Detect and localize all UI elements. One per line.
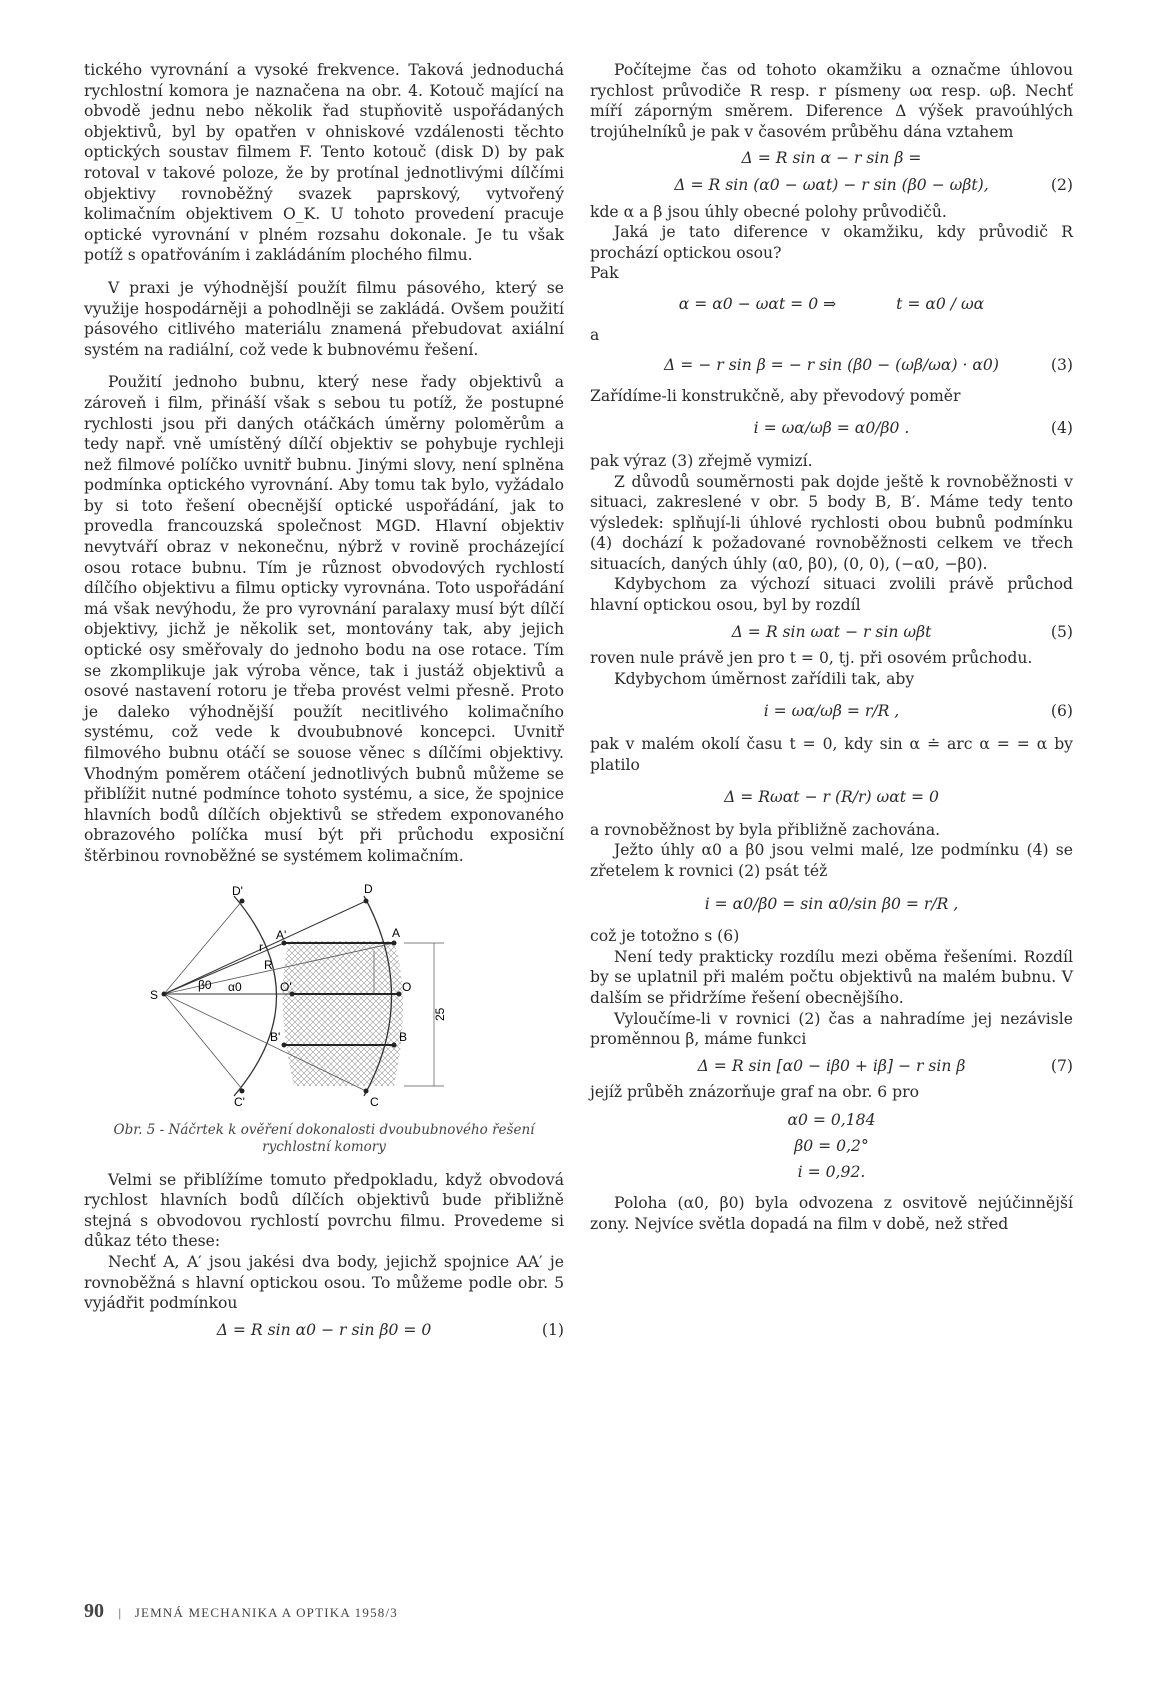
point-a — [392, 940, 397, 945]
point-bprime — [282, 1042, 287, 1047]
equation-text: t = α0 / ωα — [896, 294, 985, 313]
paragraph: pak výraz (3) zřejmě vymizí. — [590, 451, 813, 470]
point-dprime — [240, 898, 245, 903]
paragraph: Kdybychom úměrnost zařídili tak, aby — [614, 669, 915, 688]
equation-text: Δ = R sin α0 − r sin β0 = 0 — [216, 1320, 432, 1339]
equation-number: (7) — [1050, 1056, 1073, 1075]
equation-text: i = ωα/ωβ = r/R , — [763, 702, 900, 721]
paragraph: Počítejme čas od tohoto okamžiku a označme úhlovou rychlost průvodiče R resp. r písmeny ωα resp. ωβ. Nechť míří záporným směrem. Diference Δ výšek pravoúhlých trojúhelníků je pak v časovém průběhu dána vztahem — [590, 61, 1073, 141]
figure-5-diagram — [94, 881, 574, 1116]
paragraph: Velmi se přiblížíme tomuto předpokladu, když obvodová rychlost hlavních bodů dílčích objektivů bude přibližně stejná s obvodovou rychlostí povrchu filmu. Provedeme si důkaz této these: — [84, 1170, 564, 1251]
paragraph: pak v malém okolí času t = 0, kdy sin α ≐ arc α = = α by platilo — [590, 735, 1073, 774]
paragraph: Pak — [590, 264, 619, 283]
label-r-upper: R — [264, 957, 273, 972]
label-dprime: D' — [232, 883, 243, 898]
footer-separator: | — [118, 1605, 123, 1620]
paragraph: Použití jednoho bubnu, který nese řady objektivů a zároveň i film, přináší však s sebou tu potíž, že postupné rychlosti jsou při daných otáčkách úměrny poloměrům a tedy např. vně umístěný dílčí objektiv se pohybuje rychleji než filmové políčko uvnitř bubnu. Jinými slovy, není splněna podmínka optického vyrovnání. Aby tomu tak bylo, vyžádalo by si toto řešení obecnější optické uspořádání, jak to provedla francouzská společnost MGD. Hlavní objektiv nevytváří obraz v nekonečnu, nýbrž v rovině procházející osou rotace bubnu. Tím je různost obvodových rychlostí dílčího objektivu a filmu opticky vyrovnána. Toto uspořádání má však nevýhodu, že pro vyrovnání paralaxy musí být dílčí objektivy, jichž je několik set, montovány tak, aby jejich optické osy směřovaly do jednoho bodu na ose rotace. Tím se zkomplikuje jak výroba věnce, tak i justáž objektivů a osové nastavení rotoru je třeba provést velmi přesně. Proto je daleko výhodnější použít necitlivého kolimačního systému, což vede k dvoububnové koncepci. Uvnitř filmového bubnu otáčí se souose věnec s dílčími objektivy. Vhodným poměrem otáčení jednotlivých bubnů můžeme se přiblížit nutné podmínce tohoto systému, a sice, že spojnice hlavních bodů dílčích objektivů se středem exponovaného obrazového políčka musí být při průchodu exposiční štěrbinou rovnoběžné se systémem kolimačním. — [84, 373, 564, 865]
journal-name: JEMNÁ MECHANIKA A OPTIKA 1958/3 — [134, 1605, 398, 1620]
left-column — [84, 60, 564, 1346]
equation-4 — [590, 418, 1073, 439]
paragraph: roven nule právě jen pro t = 0, tj. při osovém průchodu. — [590, 649, 1033, 668]
equation-1 — [84, 1320, 564, 1341]
paragraph: Zařídíme-li konstrukčně, aby převodový poměr — [590, 386, 961, 405]
label-c: C — [370, 1094, 379, 1109]
line-s-cprime — [164, 994, 242, 1089]
equation-text: Δ = R sin ωαt − r sin ωβt — [731, 622, 932, 641]
label-o: O — [402, 979, 412, 994]
film-region — [283, 941, 403, 1086]
paragraph: Nechť A, A′ jsou jakési dva body, jejichž spojnice AA′ je rovnoběžná s hlavní optickou osou. To můžeme podle obr. 5 vyjádřit podmínkou — [84, 1252, 564, 1313]
paragraph: Vyloučíme-li v rovnici (2) čas a nahradíme jej nezávisle proměnnou β, máme funkci — [590, 1009, 1073, 1049]
equation-text: Δ = Rωαt − r (R/r) ωαt = 0 — [724, 788, 939, 807]
label-oprime: O' — [280, 979, 292, 994]
label-bprime: B' — [270, 1029, 281, 1044]
paragraph: a rovnoběžnost by byla přibližně zachována. — [590, 820, 941, 839]
paragraph: tického vyrovnání a vysoké frekvence. Taková jednoduchá rychlostní komora je naznačena na obr. 4. Kotouč mající na obvodě jednu nebo několik řad stupňovitě uspořádaných objektivů, byl by opatřen v ohniskové vzdálenosti těchto optických soustav filmem F. Tento kotouč (disk D) by pak rotoval v takové poloze, že by protínal jednotlivými dílčími objektivy rovnoběžný svazek paprskový, vytvořený kolimačním objektivem O_K. U tohoto provedení pracuje optické vyrovnání v plném rozsahu dokonale. Je tu však potíž s opatřováním i zakládáním plochého filmu. — [84, 61, 564, 265]
paragraph: Ježto úhly α0 a β0 jsou velmi malé, lze podmínku (4) se zřetelem k rovnici (2) psát též — [590, 841, 1073, 880]
paragraph: Poloha (α0, β0) byla odvozena z osvitově nejúčinnější zony. Nejvíce světla dopadá na film v době, než střed — [590, 1193, 1073, 1233]
equation-text: i = α0/β0 = sin α0/sin β0 = r/R , — [704, 894, 959, 913]
label-a: A — [392, 925, 401, 940]
figure-caption: Obr. 5 - Náčrtek k ověření dokonalosti dvoububnového řešení rychlostní komory — [113, 1121, 535, 1155]
inner-drum-arc — [234, 896, 277, 1096]
equation-text: Δ = R sin (α0 − ωαt) − r sin (β0 − ωβt), — [674, 175, 989, 194]
page-footer — [84, 1600, 398, 1623]
equation-number: (1) — [541, 1320, 564, 1339]
label-b: B — [399, 1029, 408, 1044]
equation-2a — [590, 148, 1073, 169]
label-aprime: A' — [276, 927, 287, 942]
equation-text: α = α0 − ωαt = 0 ⇒ — [678, 294, 837, 313]
point-o — [397, 991, 402, 996]
paragraph: Z důvodů souměrnosti pak dojde ještě k rovnoběžnosti v situaci, zakreslené v obr. 5 body B, B′. Máme tedy tento výsledek: splňují-li úhlové rychlosti obou bubnů podmínku (4) dochází k požadované rovnoběžnosti celkem ve třech situacích, daných úhly (α0, β0), (0, 0), (−α0, −β0). — [590, 472, 1073, 573]
equation-text: Δ = R sin [α0 − iβ0 + iβ] − r sin β — [697, 1056, 966, 1075]
page-number: 90 — [84, 1600, 104, 1622]
label-r-lower: r — [259, 939, 263, 954]
point-cprime — [240, 1088, 245, 1093]
paragraph: kde α a β jsou úhly obecné polohy průvodičů. — [590, 202, 947, 221]
equation-number: (3) — [1050, 356, 1073, 375]
paragraph: což je totožno s (6) — [590, 927, 740, 946]
label-s: S — [150, 987, 159, 1002]
right-column — [590, 60, 1073, 1234]
label-dimension: 25 — [433, 1007, 447, 1021]
equation-5 — [590, 622, 1073, 643]
parameter: i = 0,92. — [797, 1162, 866, 1181]
equation-text: i = ωα/ωβ = α0/β0 . — [753, 419, 910, 438]
equation-3 — [590, 355, 1073, 376]
equation-number: (5) — [1050, 622, 1073, 641]
paragraph: a — [590, 325, 600, 344]
point-c — [364, 1088, 369, 1093]
label-beta0: β0 — [198, 977, 212, 992]
label-alpha0: α0 — [228, 979, 242, 994]
label-cprime: C' — [234, 1094, 245, 1109]
equation-text: Δ = R sin α − r sin β = — [741, 149, 922, 168]
point-s — [162, 991, 167, 996]
parameter: α0 = 0,184 — [787, 1110, 876, 1129]
equation-number: (6) — [1050, 702, 1073, 721]
paragraph: Není tedy prakticky rozdílu mezi oběma řešeními. Rozdíl by se uplatnil při malém počtu objektivů na malém bubnu. V dalším se přidržíme řešení obecnějšího. — [590, 947, 1073, 1007]
label-d: D — [364, 881, 373, 896]
point-d — [364, 898, 369, 903]
parameter: β0 = 0,2° — [794, 1136, 869, 1155]
equation-6b — [590, 787, 1073, 808]
equation-number: (2) — [1050, 175, 1073, 194]
point-b — [392, 1042, 397, 1047]
equation-text: Δ = − r sin β = − r sin (β0 − (ωβ/ωα) · α0) — [664, 356, 999, 375]
equation-7 — [590, 1056, 1073, 1077]
equation-6 — [590, 701, 1073, 722]
paragraph: jejíž průběh znázorňuje graf na obr. 6 pro — [590, 1083, 919, 1102]
equation-number: (4) — [1050, 419, 1073, 438]
figure-5 — [84, 881, 564, 1156]
parameter-list — [590, 1107, 1073, 1185]
equation-3a — [590, 294, 1073, 315]
paragraph: Jaká je tato diference v okamžiku, kdy průvodič R prochází optickou osou? — [590, 223, 1073, 262]
paragraph: V praxi je výhodnější použít filmu pásového, který se využije hospodárněji a pohodlněji se zakládá. Ovšem použití pásového citlivého materiálu znamená přebudovat axiální systém na radiální, což vede k bubnovému řešení. — [84, 278, 564, 359]
equation-2 — [590, 175, 1073, 196]
paragraph: Kdybychom za výchozí situaci zvolili právě průchod hlavní optickou osou, byl by rozdíl — [590, 575, 1073, 615]
equation-6c — [590, 894, 1073, 915]
